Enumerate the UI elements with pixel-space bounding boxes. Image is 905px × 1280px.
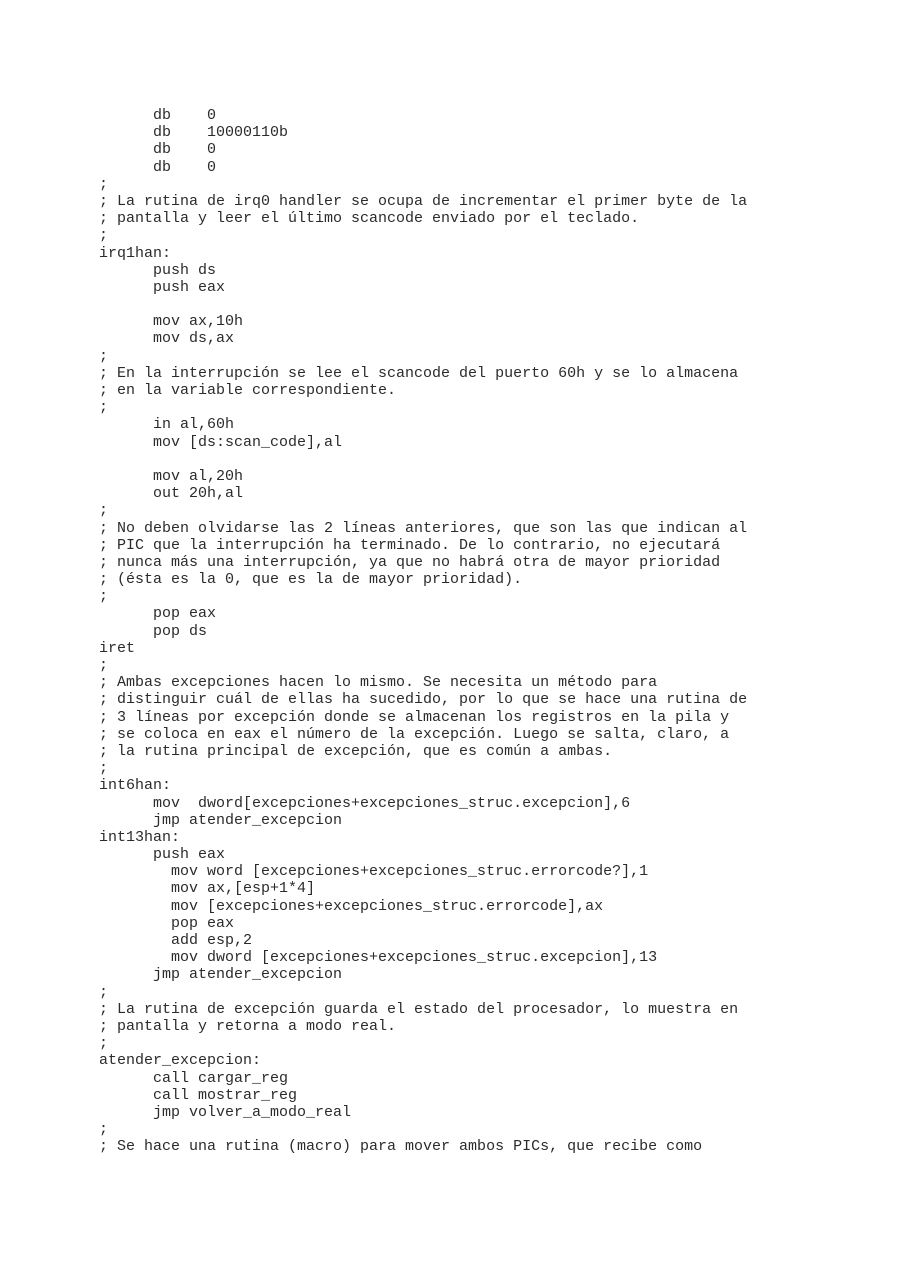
code-line: iret	[99, 639, 136, 657]
comment-line: ;	[99, 657, 109, 674]
label-line: irq1han:	[99, 244, 172, 262]
comment-line: ; No deben olvidarse las 2 líneas anteriores, que son las que indican al	[99, 519, 748, 537]
code-line: push eax	[99, 278, 226, 296]
comment-line: ; la rutina principal de excepción, que es común a ambas.	[99, 742, 613, 760]
code-line: push eax	[99, 846, 226, 864]
comment-line: ;	[99, 588, 109, 606]
comment-line: ; pantalla y retorna a modo real.	[99, 1017, 397, 1035]
comment-line: ;	[99, 1035, 109, 1053]
code-line: mov ds,ax	[99, 330, 235, 348]
code-line: mov [ds:scan_code],al	[99, 433, 343, 451]
code-line: jmp volver_a_modo_real	[99, 1103, 352, 1121]
code-line: db 0	[99, 158, 217, 176]
code-line: db 10000110b	[99, 124, 289, 142]
code-line: mov word [excepciones+excepciones_struc.errorcode?],1	[99, 863, 649, 881]
comment-line: ; PIC que la interrupción ha terminado. De lo contrario, no ejecutará	[99, 536, 721, 554]
label-line: atender_excepcion:	[99, 1052, 262, 1070]
comment-line: ; distinguir cuál de ellas ha sucedido, por lo que se hace una rutina de	[99, 691, 748, 709]
comment-line: ; 3 líneas por excepción donde se almacenan los registros en la pila y	[99, 708, 730, 726]
comment-line: ;	[99, 983, 109, 1001]
comment-line: ; pantalla y leer el último scancode enviado por el teclado.	[99, 210, 640, 228]
code-line: mov al,20h	[99, 467, 244, 485]
code-line	[99, 451, 747, 468]
comment-line: ;	[99, 175, 109, 193]
label-line: int13han:	[99, 828, 181, 846]
code-line: mov dword [excepciones+excepciones_struc.excepcion],13	[99, 949, 658, 967]
comment-line: ;	[99, 760, 109, 778]
code-line: pop ds	[99, 622, 208, 640]
comment-line: ; se coloca en eax el número de la excepción. Luego se salta, claro, a	[99, 725, 730, 743]
comment-line: ;	[99, 399, 109, 417]
code-line: mov ax,10h	[99, 313, 244, 331]
code-line: call mostrar_reg	[99, 1086, 298, 1104]
label-line: int6han:	[99, 777, 172, 795]
code-line: pop eax	[99, 914, 235, 932]
comment-line: ; Ambas excepciones hacen lo mismo. Se necesita un método para	[99, 674, 658, 692]
comment-line: ; En la interrupción se lee el scancode del puerto 60h y se lo almacena	[99, 364, 739, 382]
comment-line: ;	[99, 502, 109, 520]
code-line: db 0	[99, 141, 217, 159]
code-line: jmp atender_excepcion	[99, 811, 343, 829]
code-line: jmp atender_excepcion	[99, 966, 343, 984]
code-line: db 0	[99, 107, 217, 124]
code-listing	[99, 107, 747, 1155]
code-line: mov ax,[esp+1*4]	[99, 880, 316, 898]
code-line	[99, 296, 747, 313]
comment-line: ; La rutina de irq0 handler se ocupa de incrementar el primer byte de la	[99, 192, 748, 210]
code-line: mov dword[excepciones+excepciones_struc.excepcion],6	[99, 794, 631, 812]
comment-line: ; La rutina de excepción guarda el estado del procesador, lo muestra en	[99, 1000, 739, 1018]
comment-line: ; nunca más una interrupción, ya que no habrá otra de mayor prioridad	[99, 553, 721, 571]
code-line: mov [excepciones+excepciones_struc.errorcode],ax	[99, 897, 604, 915]
comment-line: ;	[99, 227, 109, 245]
code-line: call cargar_reg	[99, 1069, 289, 1087]
comment-line: ;	[99, 347, 109, 365]
comment-line: ;	[99, 1121, 109, 1139]
comment-line: ; Se hace una rutina (macro) para mover ambos PICs, que recibe como	[99, 1138, 703, 1156]
code-line: out 20h,al	[99, 485, 244, 503]
comment-line: ; (ésta es la 0, que es la de mayor prioridad).	[99, 571, 523, 589]
code-line: in al,60h	[99, 416, 235, 434]
code-line: push ds	[99, 261, 217, 279]
code-line: add esp,2	[99, 932, 253, 949]
code-line: pop eax	[99, 605, 217, 623]
comment-line: ; en la variable correspondiente.	[99, 382, 397, 399]
